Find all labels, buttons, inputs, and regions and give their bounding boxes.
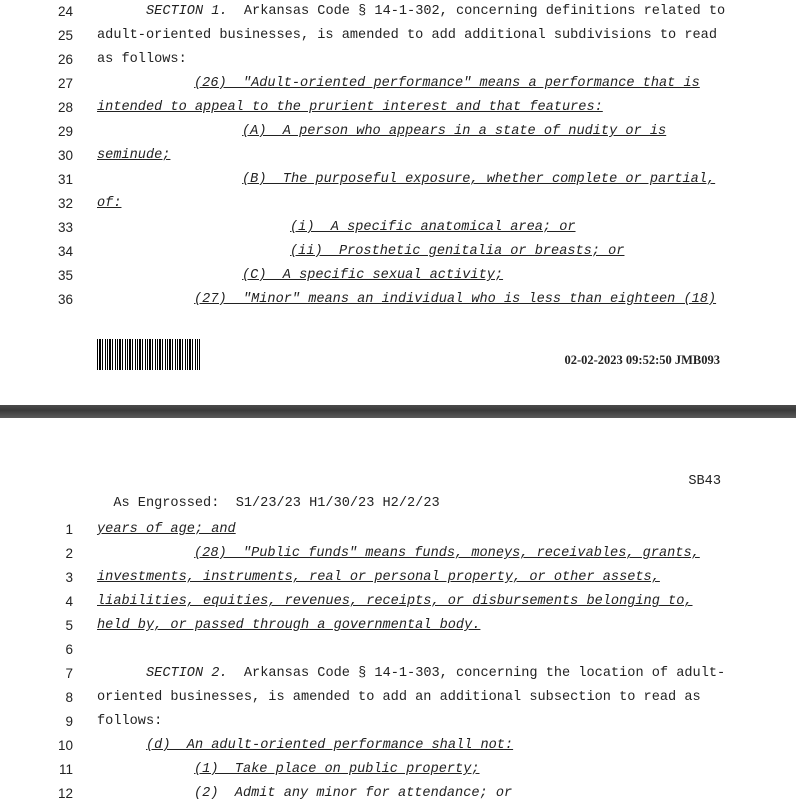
text-line [0, 639, 796, 661]
line-text [194, 543, 700, 565]
engrossed-header [97, 471, 721, 511]
line-text [97, 591, 693, 613]
text-line [0, 289, 796, 311]
text-run: (26) "Adult-oriented performance" means a performance that is [194, 76, 700, 91]
text-line [0, 1, 796, 23]
line-number: 5 [65, 618, 73, 633]
line-number: 26 [57, 52, 73, 67]
line-text [97, 145, 170, 167]
line-text [97, 615, 480, 637]
text-run: seminude; [97, 148, 171, 163]
line-number: 6 [65, 642, 73, 657]
line-number: 34 [57, 244, 73, 259]
text-line [0, 615, 796, 637]
line-text [194, 73, 700, 95]
text-run: (d) An adult-oriented performance shall not: [146, 738, 514, 753]
line-number: 27 [57, 76, 73, 91]
line-text [97, 25, 717, 47]
text-run: years of age; and [97, 522, 236, 537]
line-text [97, 687, 701, 709]
barcode-image [97, 339, 200, 370]
line-text [97, 519, 236, 541]
line-number: 32 [57, 196, 73, 211]
bill-number: SB43 [688, 474, 721, 489]
text-line [0, 193, 796, 215]
line-text [97, 97, 603, 119]
engrossed-dates: As Engrossed: S1/23/23 H1/30/23 H2/2/23 [113, 496, 440, 511]
text-run: follows: [97, 714, 163, 729]
text-line [0, 241, 796, 263]
text-run: intended to appeal to the prurient interest and that features: [97, 100, 603, 115]
line-number: 33 [57, 220, 73, 235]
line-text [242, 121, 666, 143]
line-number: 11 [58, 762, 73, 777]
line-text [97, 711, 162, 733]
line-number: 24 [57, 4, 73, 19]
text-line [0, 519, 796, 541]
text-run: as follows: [97, 52, 187, 67]
text-run: investments, instruments, real or personal property, or other assets, [97, 570, 660, 585]
text-run: (A) A person who appears in a state of nudity or is [242, 124, 667, 139]
line-text [194, 289, 716, 311]
text-run: adult-oriented businesses, is amended to add additional subdivisions to read [97, 28, 717, 43]
text-line [0, 145, 796, 167]
text-run: (1) Take place on public property; [194, 762, 480, 777]
text-run: Arkansas Code § 14-1-302, concerning definitions related to [227, 4, 726, 19]
text-line [0, 25, 796, 47]
line-number: 28 [57, 100, 73, 115]
line-number: 30 [57, 148, 73, 163]
line-text [146, 663, 725, 685]
line-number: 25 [57, 28, 73, 43]
text-line [0, 591, 796, 613]
line-text [242, 169, 715, 191]
line-text [290, 241, 624, 263]
text-line [0, 217, 796, 239]
text-run: (i) A specific anatomical area; or [290, 220, 576, 235]
text-line [0, 543, 796, 565]
line-text [242, 265, 503, 287]
text-line [0, 49, 796, 71]
text-run: (ii) Prosthetic genitalia or breasts; or [290, 244, 625, 259]
text-line [0, 663, 796, 685]
text-line [0, 265, 796, 287]
page-divider [0, 405, 796, 418]
text-line [0, 711, 796, 733]
line-text [146, 735, 513, 757]
line-text [194, 759, 480, 781]
line-number: 4 [65, 594, 73, 609]
text-line [0, 759, 796, 781]
text-line [0, 73, 796, 95]
text-line [0, 97, 796, 119]
footer-timestamp: 02-02-2023 09:52:50 JMB093 [564, 353, 720, 367]
line-text [97, 567, 660, 589]
text-line [0, 687, 796, 709]
text-line [0, 121, 796, 143]
text-line [0, 169, 796, 191]
text-run: (2) Admit any minor for attendance; or [194, 786, 513, 801]
line-number: 7 [65, 666, 73, 681]
text-run: (27) "Minor" means an individual who is less than eighteen (18) [194, 292, 717, 307]
line-number: 9 [65, 714, 73, 729]
line-number: 12 [57, 786, 73, 801]
line-text [97, 193, 121, 215]
text-run: (28) "Public funds" means funds, moneys, receivables, grants, [194, 546, 700, 561]
line-text [97, 49, 187, 71]
line-text [290, 217, 576, 239]
line-number: 10 [57, 738, 73, 753]
text-run: SECTION 2. [146, 666, 228, 681]
line-text [146, 1, 725, 23]
text-run: held by, or passed through a governmental body. [97, 618, 481, 633]
text-run: (B) The purposeful exposure, whether complete or partial, [242, 172, 716, 187]
line-number: 1 [65, 522, 73, 537]
line-number: 31 [57, 172, 73, 187]
text-run: of: [97, 196, 122, 211]
text-line [0, 735, 796, 757]
text-line [0, 567, 796, 589]
text-run: Arkansas Code § 14-1-303, concerning the location of adult- [227, 666, 726, 681]
text-run: (C) A specific sexual activity; [242, 268, 504, 283]
text-run: oriented businesses, is amended to add an additional subsection to read as [97, 690, 701, 705]
line-number: 29 [57, 124, 73, 139]
line-number: 36 [57, 292, 73, 307]
text-line [0, 783, 796, 805]
line-number: 8 [65, 690, 73, 705]
text-run: SECTION 1. [146, 4, 228, 19]
line-text [194, 783, 512, 805]
text-run: liabilities, equities, revenues, receipts, or disbursements belonging to, [97, 594, 693, 609]
line-number: 2 [65, 546, 73, 561]
line-number: 35 [57, 268, 73, 283]
line-number: 3 [65, 570, 73, 585]
